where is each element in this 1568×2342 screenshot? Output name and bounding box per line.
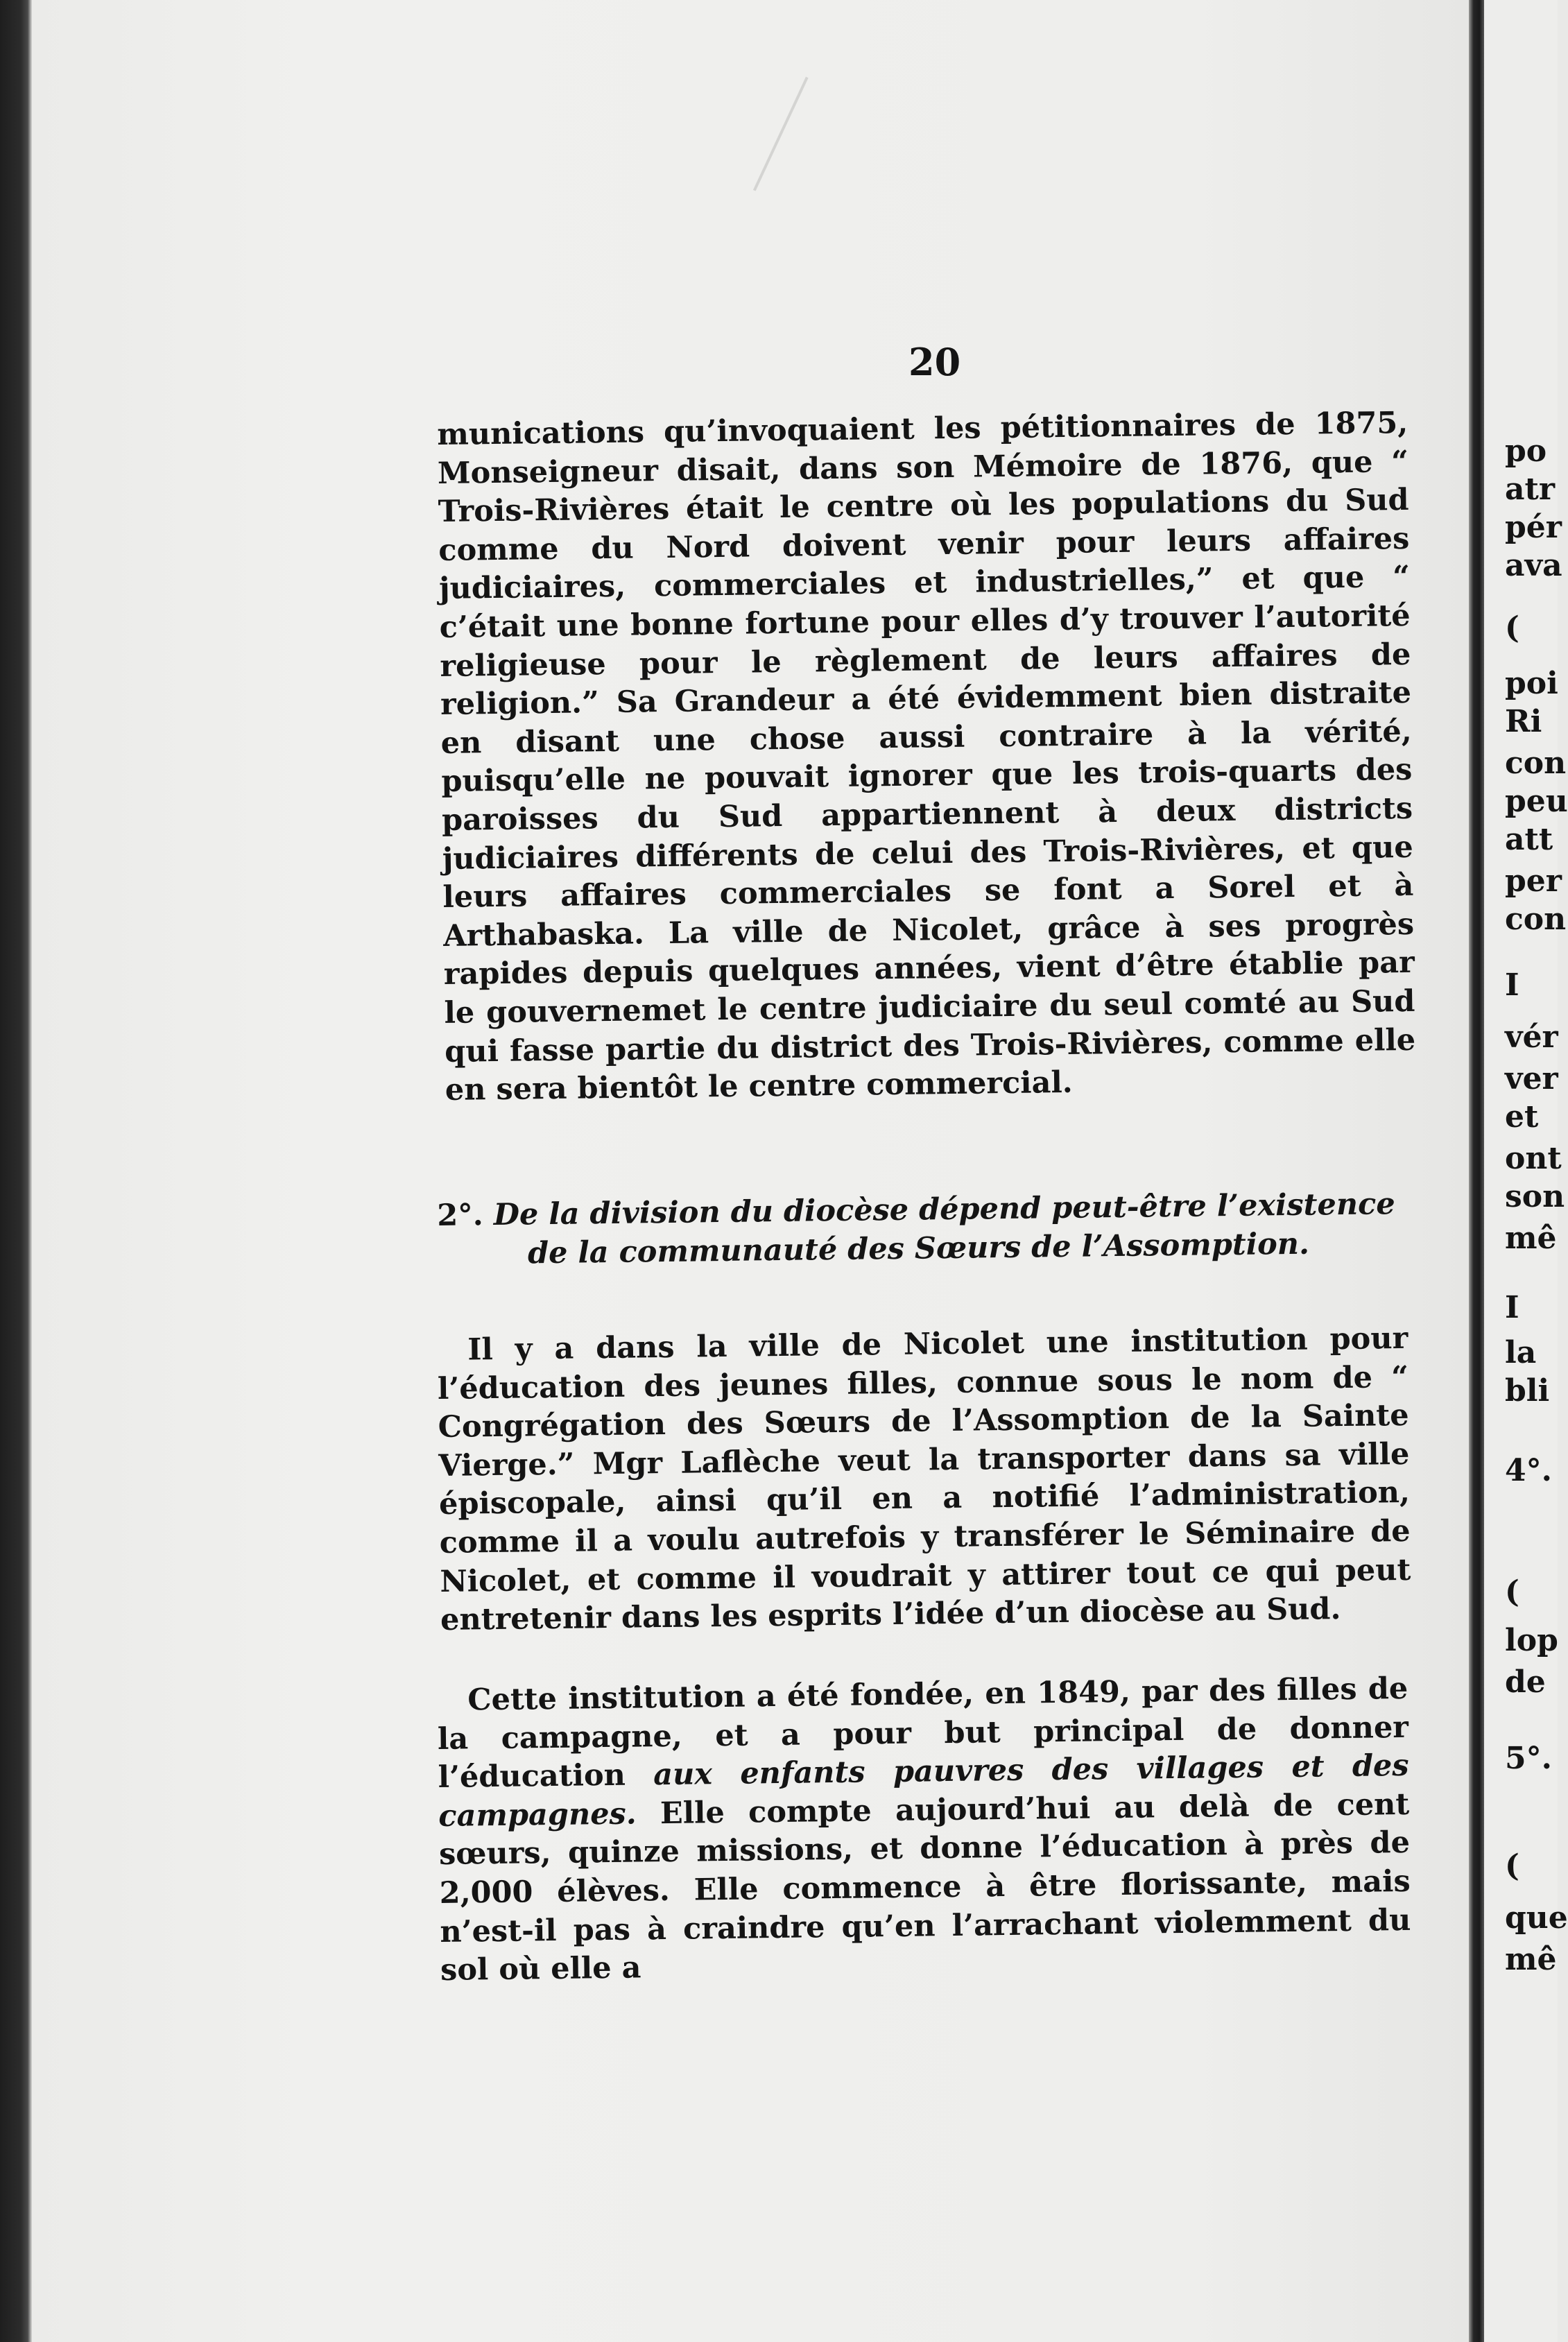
next-page-fragment: ava: [1505, 548, 1562, 583]
next-page-fragment: 4°.: [1505, 1453, 1552, 1488]
next-page-fragment: poi: [1505, 666, 1558, 701]
next-page-fragment: per: [1505, 863, 1562, 899]
next-page-fragment: mê: [1505, 1942, 1557, 1977]
next-page-fragment: (: [1505, 1848, 1519, 1884]
paragraph-3-start: Cette institution a été fondée, en 1849, par des filles de la campagne, et a pour but principal de donner l’éducation: [437, 1671, 1409, 1796]
next-page-fragment: de: [1505, 1664, 1546, 1700]
paragraph-3-end: Elle compte aujourd’hui au delà de cent sœurs, quinze missions, et donne l’éducation à près de 2,000 élèves. Elle commence à être florissante, mais n’est-il pas à craindre qu’en l’arrachant violemment du sol où elle a: [438, 1786, 1411, 1988]
paragraph-3: [437, 1670, 1411, 1990]
next-page-fragment: con: [1505, 902, 1567, 937]
paragraph-3-block: [437, 1670, 1411, 1990]
next-page-edge: [1484, 0, 1568, 2342]
next-page-fragment: I: [1505, 967, 1519, 1003]
next-page-fragment: lop: [1505, 1623, 1558, 1658]
paragraph-1-block: [437, 404, 1416, 1110]
next-page-fragment: son: [1505, 1179, 1565, 1214]
next-page-fragment: ont: [1505, 1141, 1562, 1176]
paragraph-1: munications qu’invoquaient les pétitionnaires de 1875, Monseigneur disait, dans son Mémoire de 1876, que “ Trois-Rivières était le centre où les populations du Sud comme du Nord doivent venir pour leurs affaires judiciaires, commerciales et industrielles,” et que “ c’était une bonne fortune pour elles d’y trouver l’autorité religieuse pour le règlement de leurs affaires de religion.” Sa Grandeur a été évidemment bien distraite en disant une chose aussi contraire à la vérité, puisqu’elle ne pouvait ignorer que les trois-quarts des paroisses du Sud appartiennent à deux districts judiciaires différents de celui des Trois-Rivières, et que leurs affaires commerciales se font a Sorel et à Arthabaska. La ville de Nicolet, grâce à ses progrès rapides depuis quelques années, vient d’être établie par le gouvernemet le centre judiciaire du seul comté au Sud qui fasse partie du district des Trois-Rivières, comme elle en sera bientôt le centre commercial.: [437, 405, 1416, 1108]
next-page-fragment: et: [1505, 1099, 1539, 1135]
next-page-fragment: 5°.: [1505, 1741, 1552, 1776]
next-page-fragment: att: [1505, 822, 1553, 857]
next-page-fragment: po: [1505, 433, 1547, 469]
paragraph-3-italic: aux enfants pauvres des villages et des campagnes.: [438, 1748, 1409, 1834]
book-gutter: [1469, 0, 1484, 2342]
page-number: 20: [908, 340, 961, 384]
next-page-fragment: peu: [1505, 784, 1568, 819]
heading-line-2: de la communauté des Sœurs de l’Assomption.: [527, 1226, 1310, 1271]
next-page-fragment: Ri: [1505, 704, 1542, 739]
heading-number: 2°.: [437, 1198, 484, 1233]
next-page-fragment: bli: [1505, 1373, 1550, 1409]
next-page-fragment: (: [1505, 610, 1519, 646]
next-page-fragment: que: [1505, 1900, 1568, 1936]
heading-line-1: De la division du diocèse dépend peut-être l’existence: [493, 1187, 1395, 1233]
book-page: [32, 0, 1476, 2342]
next-page-fragment: I: [1505, 1290, 1519, 1325]
next-page-fragment: vér: [1505, 1019, 1558, 1055]
paragraph-2: Il y a dans la ville de Nicolet une institution pour l’éducation des jeunes filles, connue sous le nom de “ Congrégation des Sœurs de l’Assomption de la Sainte Vierge.” Mgr Laflèche veut la transporter dans sa ville épiscopale, ainsi qu’il en a notifié l’administration, comme il a voulu autrefois y transférer le Séminaire de Nicolet, et comme il voudrait y attirer tout ce qui peut entretenir dans les esprits l’idée d’un diocèse au Sud.: [437, 1320, 1411, 1638]
next-page-fragment: con: [1505, 746, 1567, 781]
next-page-fragment: pér: [1505, 510, 1562, 545]
left-page-edge: [0, 0, 32, 2342]
next-page-fragment: la: [1505, 1335, 1537, 1370]
next-page-fragment: atr: [1505, 472, 1556, 507]
next-page-fragment: ver: [1505, 1061, 1558, 1096]
paragraph-2-block: [437, 1320, 1411, 1640]
section-heading: [437, 1185, 1408, 1274]
next-page-fragment: (: [1505, 1574, 1519, 1610]
next-page-fragment: mê: [1505, 1221, 1557, 1256]
